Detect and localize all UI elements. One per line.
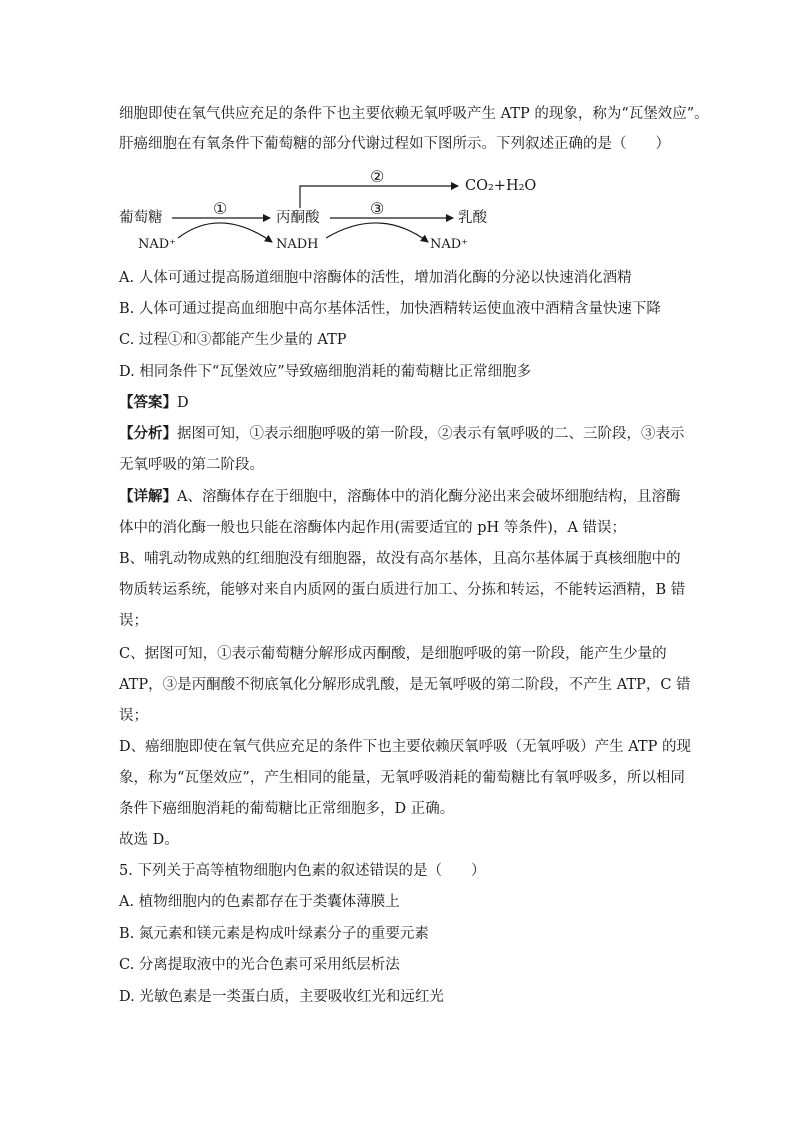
q5-stem: 5. 下列关于高等植物细胞内色素的叙述错误的是（ ） bbox=[119, 863, 486, 879]
detail-line-11: 条件下癌细胞消耗的葡萄糖比正常细胞多，D 正确。 bbox=[119, 801, 455, 817]
analysis-line-2: 无氧呼吸的第二阶段。 bbox=[119, 457, 264, 473]
detail-line-10: 象，称为“瓦堡效应”，产生相同的能量，无氧呼吸消耗的葡萄糖比有氧呼吸多，所以相同 bbox=[119, 770, 685, 786]
arrow-nad-to-nadh bbox=[178, 223, 272, 242]
answer-label: 【答案】 bbox=[119, 394, 177, 411]
q5-option-a: A. 植物细胞内的色素都存在于类囊体薄膜上 bbox=[119, 894, 400, 910]
detail-line-9: D、癌细胞即使在氧气供应充足的条件下也主要依赖厌氧呼吸（无氧呼吸）产生 ATP 的现 bbox=[119, 739, 691, 755]
detail-line-4: 物质转运系统，能够对来自内质网的蛋白质进行加工、分拣和转运，不能转运酒精，B 错 bbox=[119, 582, 686, 598]
arrow-nadh-to-nad bbox=[326, 223, 428, 242]
q5-option-c: C. 分离提取液中的光合色素可采用纸层析法 bbox=[119, 957, 400, 973]
intro-line-2: 肝癌细胞在有氧条件下葡萄糖的部分代谢过程如下图所示。下列叙述正确的是（ ） bbox=[119, 136, 670, 152]
answer-value: D bbox=[177, 395, 189, 411]
detail-text-1: A、溶酶体存在于细胞中，溶酶体中的消化酶分泌出来会破坏细胞结构，且溶酶 bbox=[177, 489, 681, 505]
detail-label: 【详解】 bbox=[119, 488, 177, 505]
q4-option-b: B. 人体可通过提高血细胞中高尔基体活性，加快酒精转运使血液中酒精含量快速下降 bbox=[119, 301, 661, 317]
glucose-label: 葡萄糖 bbox=[119, 210, 163, 226]
nadh-label: NADH bbox=[276, 237, 319, 252]
q4-option-d: D. 相同条件下“瓦堡效应”导致癌细胞消耗的葡萄糖比正常细胞多 bbox=[119, 364, 532, 380]
nad-plus-label-2: NAD⁺ bbox=[430, 237, 469, 252]
detail-line-7: ATP，③是丙酮酸不彻底氧化分解形成乳酸，是无氧呼吸的第二阶段，不产生 ATP，C 错 bbox=[119, 677, 691, 693]
q4-option-a: A. 人体可通过提高肠道细胞中溶酶体的活性，增加消化酶的分泌以快速消化酒精 bbox=[119, 270, 632, 286]
q5-option-d: D. 光敏色素是一类蛋白质，主要吸收红光和远红光 bbox=[119, 989, 444, 1005]
intro-line-1: 细胞即使在氧气供应充足的条件下也主要依赖无氧呼吸产生 ATP 的现象，称为“瓦堡效应”。 bbox=[119, 106, 709, 122]
nad-plus-label-1: NAD⁺ bbox=[138, 237, 177, 252]
detail-line-1 bbox=[119, 487, 680, 507]
detail-line-5: 误； bbox=[119, 613, 148, 629]
detail-line-6: C、据图可知，①表示葡萄糖分解形成丙酮酸，是细胞呼吸的第一阶段，能产生少量的 bbox=[119, 646, 667, 662]
step3-label: ③ bbox=[370, 199, 385, 218]
co2-h2o-label: CO₂+H₂O bbox=[465, 178, 537, 194]
pyruvate-label: 丙酮酸 bbox=[276, 210, 320, 226]
q5-option-b: B. 氮元素和镁元素是构成叶绿素分子的重要元素 bbox=[119, 926, 429, 942]
detail-line-3: B、哺乳动物成熟的红细胞没有细胞器，故没有高尔基体，且高尔基体属于真核细胞中的 bbox=[119, 551, 681, 567]
detail-line-12: 故选 D。 bbox=[119, 832, 179, 848]
answer-line bbox=[119, 393, 189, 413]
q4-option-c: C. 过程①和③都能产生少量的 ATP bbox=[119, 332, 347, 348]
analysis-line-1 bbox=[119, 424, 685, 444]
analysis-text-1: 据图可知，①表示细胞呼吸的第一阶段，②表示有氧呼吸的二、三阶段，③表示 bbox=[177, 426, 685, 442]
analysis-label: 【分析】 bbox=[119, 425, 177, 442]
detail-line-2: 体中的消化酶一般也只能在溶酶体内起作用(需要适宜的 pH 等条件)，A 错误； bbox=[119, 520, 627, 536]
step1-label: ① bbox=[213, 199, 228, 218]
step2-label: ② bbox=[370, 167, 385, 186]
detail-line-8: 误； bbox=[119, 708, 148, 724]
lactate-label: 乳酸 bbox=[458, 210, 487, 226]
